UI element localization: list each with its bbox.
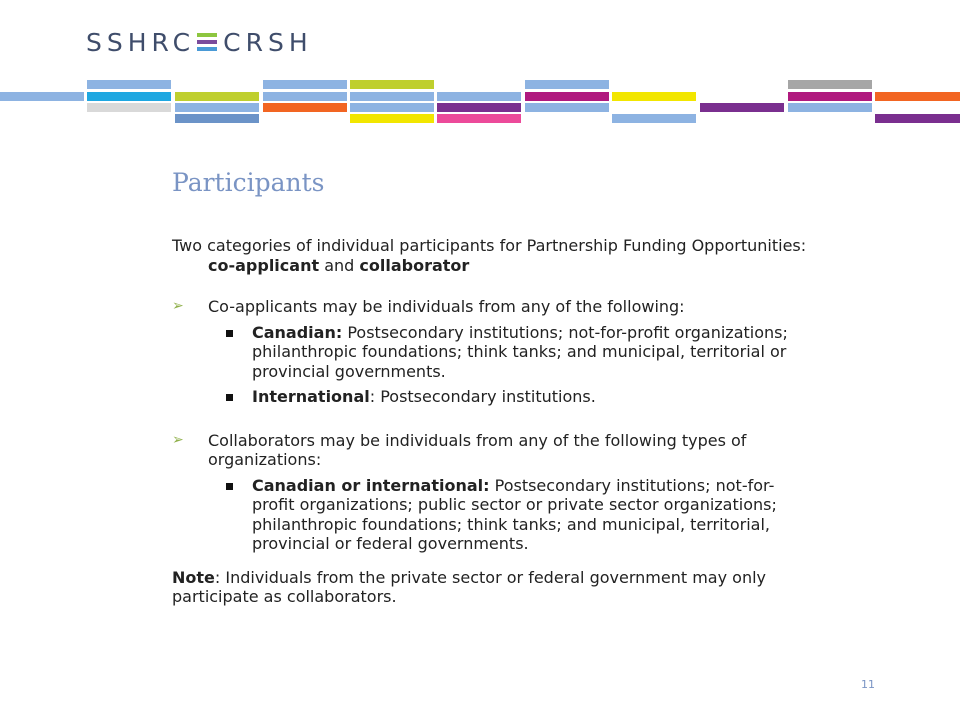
sshrc-crsh-logo [86, 26, 313, 58]
item-bold-label: International [252, 387, 370, 406]
item-bold-label: Canadian: [252, 322, 343, 342]
square-bullet-icon [226, 330, 233, 337]
arrow-bullet-icon: ➢ [172, 431, 184, 448]
note-text: : Individuals from the private sector or federal government may only participate as collaborators. [172, 567, 766, 606]
arrow-bullet-icon: ➢ [172, 298, 184, 314]
coapplicants-bullet [172, 297, 812, 317]
coapplicants-item-canadian [172, 323, 812, 382]
collaborators-bullet [172, 431, 812, 470]
square-bullet-icon [226, 394, 233, 401]
note-bold-label: Note [172, 567, 215, 587]
logo-mark-icon [197, 33, 217, 51]
slide-body [172, 236, 812, 607]
coapplicants-item-international [172, 387, 812, 407]
note-paragraph [172, 568, 812, 607]
item-text: Postsecondary institutions; not-for-profit organizations; public sector or private sector organizations; philanthropic foundations; think tanks; and municipal, territorial, provincial or federal governments. [252, 475, 777, 553]
item-text: : Postsecondary institutions. [369, 387, 596, 406]
collaborators-item-canadian-international [172, 476, 812, 554]
intro-mid-text: and [319, 255, 360, 275]
intro-bold-coapplicant: co-applicant [208, 255, 320, 275]
intro-paragraph [172, 236, 812, 275]
page-number: 11 [861, 678, 875, 691]
coapplicants-heading: Co-applicants may be individuals from any of the following: [208, 297, 685, 316]
item-text: Postsecondary institutions; not-for-profit organizations; philanthropic foundations; think tanks; and municipal, territorial or provincial governments. [252, 322, 788, 381]
logo-left-text: SSHRC [86, 27, 196, 57]
decorative-color-stripes [0, 78, 960, 126]
logo-right-text: CRSH [223, 27, 313, 57]
square-bullet-icon [226, 483, 233, 490]
intro-bold-collaborator: collaborator [359, 255, 470, 275]
intro-text: Two categories of individual participants for Partnership Funding Opportunities: [172, 236, 807, 255]
item-bold-label: Canadian or international: [252, 475, 490, 495]
slide-title: Participants [172, 168, 325, 197]
collaborators-heading: Collaborators may be individuals from any of the following types of organizations: [208, 430, 747, 469]
